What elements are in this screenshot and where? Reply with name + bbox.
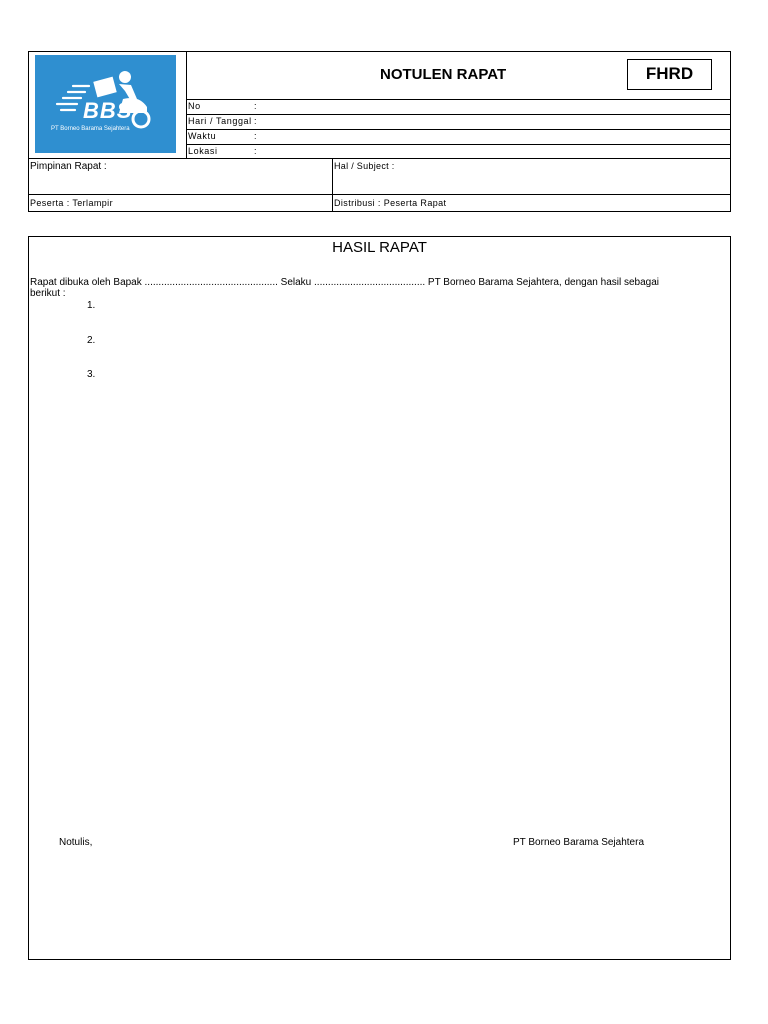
hasil-item-2: 2. <box>87 335 96 346</box>
company-signature-label: PT Borneo Barama Sejahtera <box>513 837 645 848</box>
logo-company-name: PT Borneo Barama Sejahtera <box>51 126 130 132</box>
hasil-intro-line2: berikut : <box>30 288 66 299</box>
info-divider <box>332 158 333 212</box>
company-logo <box>35 55 176 153</box>
meta-sep-lokasi: : <box>254 146 258 156</box>
hasil-item-1: 1. <box>87 300 96 311</box>
meta-label-waktu: Waktu <box>188 131 217 141</box>
form-code: FHRD <box>645 64 694 83</box>
hasil-item-3: 3. <box>87 369 96 380</box>
meta-sep-hari-tanggal: : <box>254 116 258 126</box>
hasil-intro-line1: Rapat dibuka oleh Bapak ................................................ Selaku ........................................ PT Borneo Barama Sejahtera, dengan hasil sebagai <box>30 277 660 288</box>
hasil-rapat-box <box>28 236 731 960</box>
logo-text: BBS <box>83 98 133 123</box>
meta-sep-waktu: : <box>254 131 258 141</box>
pimpinan-rapat-label: Pimpinan Rapat : <box>30 161 107 172</box>
hal-subject-label: Hal / Subject : <box>334 161 395 171</box>
distribusi-label: Distribusi : Peserta Rapat <box>334 198 447 208</box>
meta-sep-no: : <box>254 101 258 111</box>
notulis-label: Notulis, <box>59 837 93 848</box>
logo-divider <box>186 51 187 159</box>
peserta-label: Peserta : Terlampir <box>30 198 113 208</box>
hasil-rapat-title: HASIL RAPAT <box>332 239 427 256</box>
meta-label-lokasi: Lokasi <box>188 146 218 156</box>
page-title: NOTULEN RAPAT <box>380 66 507 83</box>
form-code-box <box>627 59 712 90</box>
meta-label-hari-tanggal: Hari / Tanggal <box>188 116 252 126</box>
meta-label-no: No <box>188 101 201 111</box>
